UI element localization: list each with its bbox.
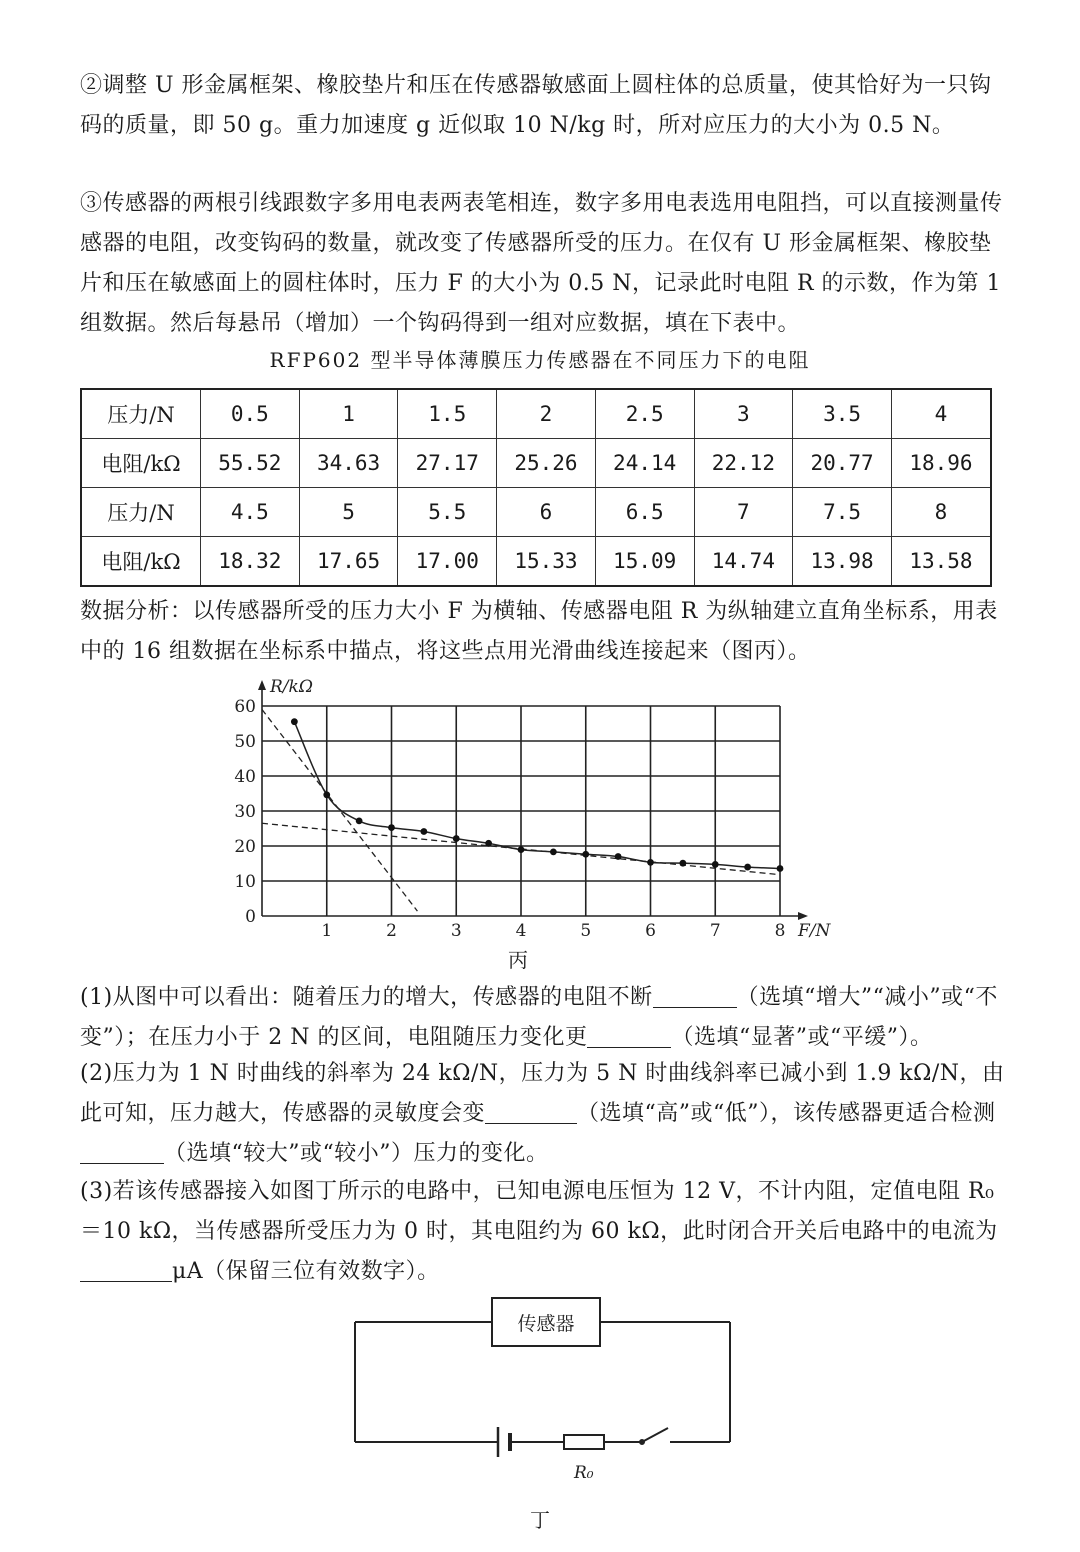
question-1-text-b: （选填“增大”“减小”或“不变”）；在压力小于 2 N 的区间，电阻随压力变化更: [80, 985, 998, 1050]
table-cell: 17.00: [398, 537, 497, 587]
data-point: [679, 860, 686, 867]
table-cell: 2: [497, 389, 596, 439]
table-cell: 4: [891, 389, 991, 439]
table-row-label: 压力/N: [81, 488, 201, 537]
data-point: [420, 828, 427, 835]
table-cell: 25.26: [497, 439, 596, 488]
y-tick-label: 60: [234, 697, 256, 717]
question-2-text-c: （选填“较大”或“较小”）压力的变化。: [164, 1141, 549, 1166]
table-cell: 34.63: [299, 439, 398, 488]
data-point: [291, 718, 298, 725]
table-cell: 0.5: [201, 389, 300, 439]
table-row: [81, 488, 991, 537]
resistance-pressure-chart: [220, 670, 860, 970]
table-cell: 18.96: [891, 439, 991, 488]
x-tick-label: 7: [709, 921, 721, 941]
answer-blank-3[interactable]: [80, 1259, 172, 1282]
x-tick-label: 4: [515, 921, 527, 941]
table-cell: 3: [694, 389, 793, 439]
question-3-text-a: (3)若该传感器接入如图丁所示的电路中，已知电源电压恒为 12 V，不计内阻，定值电阻 R₀＝10 kΩ，当传感器所受压力为 0 时，其电阻约为 60 kΩ，此时闭合开关后电路中的电流为: [80, 1179, 998, 1244]
table-cell: 22.12: [694, 439, 793, 488]
data-point: [323, 791, 330, 798]
table-row: [81, 389, 991, 439]
data-point: [453, 835, 460, 842]
table-cell: 27.17: [398, 439, 497, 488]
question-3: [80, 1172, 1005, 1292]
table-cell: 18.32: [201, 537, 300, 587]
table-cell: 13.58: [891, 537, 991, 587]
data-point: [582, 851, 589, 858]
question-3-text-b: μA（保留三位有效数字）。: [172, 1259, 440, 1284]
x-tick-label: 8: [774, 921, 786, 941]
table-cell: 17.65: [299, 537, 398, 587]
table-row: [81, 439, 991, 488]
question-1-text-c: （选填“显著”或“平缓”）。: [671, 1025, 933, 1050]
x-tick-label: 2: [386, 921, 397, 941]
table-cell: 15.09: [595, 537, 694, 587]
chart-caption: 丙: [508, 948, 528, 972]
circuit-caption: 丁: [530, 1508, 550, 1532]
question-2-text-a: (2)压力为 1 N 时曲线的斜率为 24 kΩ/N，压力为 5 N 时曲线斜率已减小到 1.9 kΩ/N，由此可知，压力越大，传感器的灵敏度会变: [80, 1061, 1005, 1126]
table-row: [81, 537, 991, 587]
paragraph-step-3: ③传感器的两根引线跟数字多用电表两表笔相连，数字多用电表选用电阻挡，可以直接测量传感器的电阻，改变钩码的数量，就改变了传感器所受的压力。在仅有 U 形金属框架、橡胶垫片和压在敏感面上的圆柱体时，压力 F 的大小为 0.5 N，记录此时电阻 R 的示数，作为第 1 组数据。然后每悬吊（增加）一个钩码得到一组对应数据，填在下表中。: [80, 191, 1003, 336]
data-point: [712, 861, 719, 868]
question-1: [80, 978, 1005, 1058]
question-1-text-a: (1)从图中可以看出：随着压力的增大，传感器的电阻不断: [80, 985, 653, 1010]
question-2-text-b: （选填“高”或“低”），该传感器更适合检测: [577, 1101, 996, 1126]
y-tick-label: 10: [234, 872, 256, 892]
x-axis-label: F/N: [798, 921, 831, 941]
x-axis-arrow: [798, 912, 808, 920]
data-point: [485, 840, 492, 847]
x-tick-label: 1: [321, 921, 333, 941]
sensor-label: 传感器: [517, 1313, 575, 1335]
y-axis-arrow: [258, 680, 266, 690]
x-tick-label: 3: [450, 921, 462, 941]
data-point: [518, 846, 525, 853]
answer-blank-2b[interactable]: [80, 1141, 164, 1164]
data-point: [388, 824, 395, 831]
table-cell: 6: [497, 488, 596, 537]
resistor-label: R₀: [574, 1463, 594, 1483]
y-tick-label: 50: [234, 732, 256, 752]
table-cell: 5: [299, 488, 398, 537]
resistor-r0: [564, 1435, 604, 1449]
x-tick-label: 5: [580, 921, 592, 941]
table-cell: 4.5: [201, 488, 300, 537]
data-point: [744, 864, 751, 871]
data-point: [356, 818, 363, 825]
table-cell: 20.77: [793, 439, 892, 488]
y-tick-label: 0: [245, 907, 256, 927]
table-cell: 7: [694, 488, 793, 537]
data-point: [647, 859, 654, 866]
table-cell: 14.74: [694, 537, 793, 587]
table-cell: 15.33: [497, 537, 596, 587]
y-tick-label: 30: [234, 802, 256, 822]
x-tick-label: 6: [645, 921, 656, 941]
answer-blank-2a[interactable]: [485, 1101, 577, 1124]
table-row-label: 电阻/kΩ: [81, 439, 201, 488]
table-cell: 55.52: [201, 439, 300, 488]
question-2: [80, 1054, 1005, 1174]
table-cell: 6.5: [595, 488, 694, 537]
y-axis-label: R/kΩ: [270, 677, 313, 697]
analysis-paragraph: 数据分析：以传感器所受的压力大小 F 为横轴、传感器电阻 R 为纵轴建立直角坐标系，用表中的 16 组数据在坐标系中描点，将这些点用光滑曲线连接起来（图丙）。: [80, 599, 998, 664]
table-row-label: 电阻/kΩ: [81, 537, 201, 587]
data-point: [615, 853, 622, 860]
answer-blank-1a[interactable]: [653, 985, 737, 1008]
data-point: [550, 848, 557, 855]
table-cell: 3.5: [793, 389, 892, 439]
table-row-label: 压力/N: [81, 389, 201, 439]
switch-blade: [642, 1428, 668, 1442]
table-cell: 7.5: [793, 488, 892, 537]
table-cell: 8: [891, 488, 991, 537]
table-cell: 1: [299, 389, 398, 439]
answer-blank-1b[interactable]: [587, 1025, 671, 1048]
circuit-diagram: [340, 1290, 750, 1520]
data-point: [777, 865, 784, 872]
pressure-resistance-table: [80, 388, 992, 587]
y-tick-label: 20: [234, 837, 256, 857]
table-cell: 1.5: [398, 389, 497, 439]
table-cell: 13.98: [793, 537, 892, 587]
y-tick-label: 40: [234, 767, 256, 787]
table-cell: 24.14: [595, 439, 694, 488]
paragraph-step-2: ②调整 U 形金属框架、橡胶垫片和压在传感器敏感面上圆柱体的总质量，使其恰好为一只钩码的质量，即 50 g。重力加速度 g 近似取 10 N/kg 时，所对应压力的大小为 0.5 N。: [80, 73, 992, 138]
table-cell: 5.5: [398, 488, 497, 537]
table-cell: 2.5: [595, 389, 694, 439]
table-title: RFP602 型半导体薄膜压力传感器在不同压力下的电阻: [269, 348, 811, 372]
